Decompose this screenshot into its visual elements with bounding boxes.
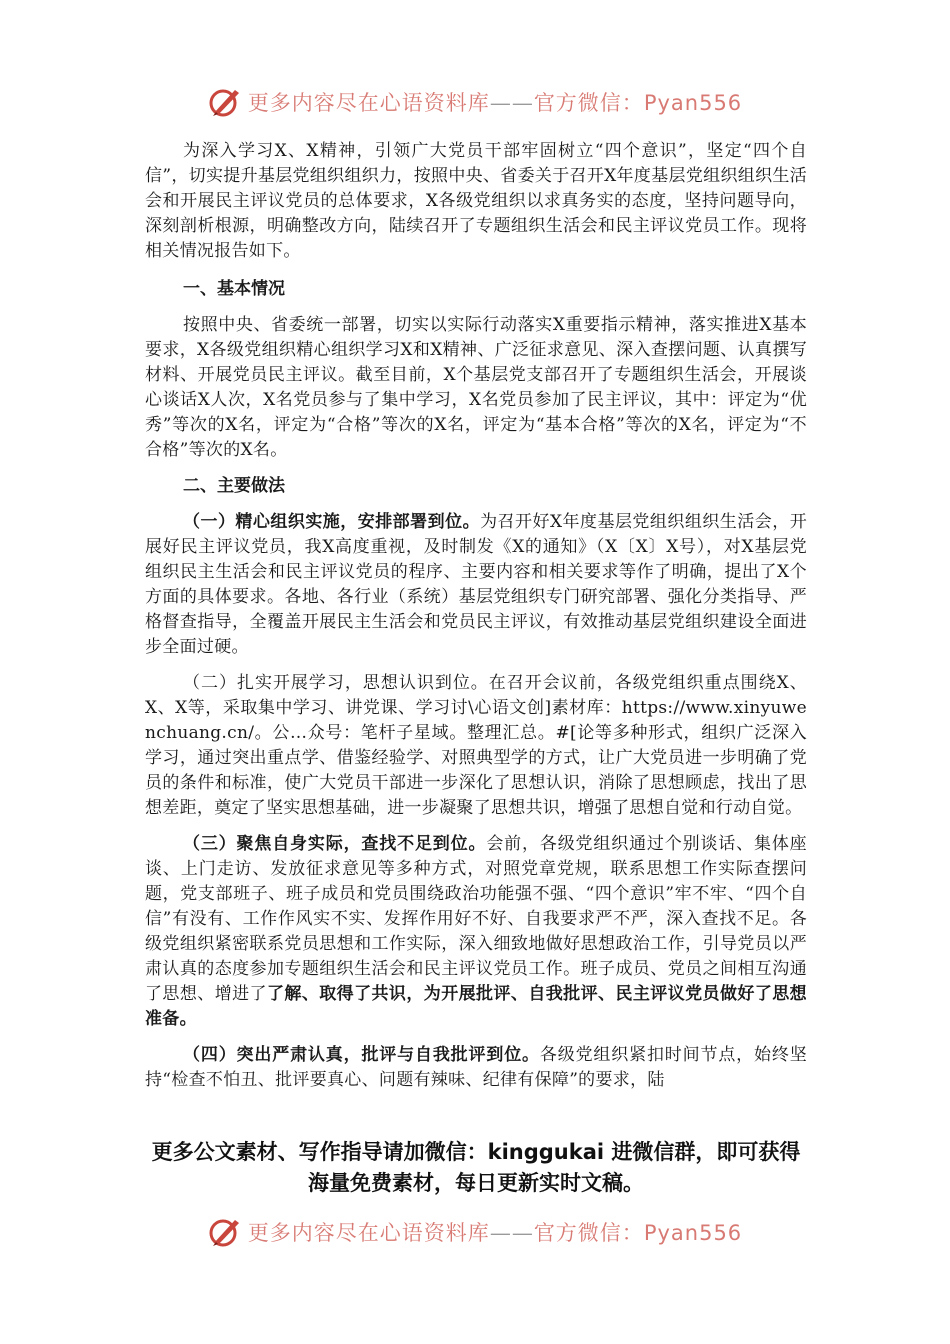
banner-text bbox=[248, 1217, 742, 1247]
promo-text: 更多公文素材、写作指导请加微信：kinggukai 进微信群，即可获得海量免费素材，每日更新实时文稿。 bbox=[151, 1140, 801, 1195]
pen-logo-icon bbox=[208, 1215, 242, 1249]
banner-text bbox=[248, 87, 742, 117]
section-1-heading: 一、基本情况 bbox=[183, 279, 285, 299]
intro-paragraph: 为深入学习X、X精神，引领广大党员干部牢固树立“四个意识”，坚定“四个自信”，切实提升基层党组织组织力，按照中央、省委关于召开X年度基层党组织组织生活会和开展民主评议党员的总体要求，X各级党组织以求真务实的态度，坚持问题导向，深刻剖析根源，明确整改方向，陆续召开了专题组织生活会和民主评议党员工作。现将相关情况报告如下。 bbox=[145, 141, 807, 261]
banner-handle: Pyan556 bbox=[643, 91, 743, 115]
banner-suffix: 官方微信： bbox=[533, 1221, 644, 1245]
item-3-text: 会前，各级党组织通过个别谈话、集体座谈、上门走访、发放征求意见等多种方式，对照党章党规，联系思想工作实际查摆问题，党支部班子、班子成员和党员围绕政治功能强不强、“四个意识”牢不牢、“四个自信”有没有、工作作风实不实、发挥作用好不好、自我要求严不严，深入查找不足。各级党组织紧密联系党员思想和工作实际，深入细致地做好思想政治工作，引导党员以严肃认真的态度参加专题组织生活会和民主评议党员工作。班子成员、党员之间相互沟通了思想、增进了 bbox=[145, 834, 807, 1004]
item-3-bold-tail: 了解、取得了共识，为开展批评、自我批评、民主评议党员做好了思想准备。 bbox=[145, 984, 807, 1029]
item-1-text: 为召开好X年度基层党组织组织生活会，开展好民主评议党员，我X高度重视，及时制发《X的通知》（X〔X〕X号），对X基层党组织民主生活会和民主评议党员的程序、主要内容和相关要求等作了明确，提出了X个方面的具体要求。各地、各行业（系统）基层党组织专门研究部署、强化分类指导、严格督查指导，全覆盖开展民主生活会和党员民主评议，有效推动基层党组织建设全面进步全面过硬。 bbox=[145, 512, 807, 657]
banner-suffix: 官方微信： bbox=[533, 91, 644, 115]
header-banner bbox=[0, 80, 950, 124]
section-1-paragraph: 按照中央、省委统一部署，切实以实际行动落实X重要指示精神，落实推进X基本要求，X各级党组织精心组织学习X和X精神、广泛征求意见、深入查摆问题、认真撰写材料、开展党员民主评议。截至目前，X个基层党支部召开了专题组织生活会，开展谈心谈话X人次，X名党员参与了集中学习，X名党员参加了民主评议，其中：评定为“优秀”等次的X名，评定为“合格”等次的X名，评定为“基本合格”等次的X名，评定为“不合格”等次的X名。 bbox=[145, 315, 807, 460]
pen-logo-icon bbox=[208, 85, 242, 119]
item-4-title: （四）突出严肃认真，批评与自我批评到位。 bbox=[183, 1045, 540, 1065]
item-1-paragraph bbox=[145, 510, 807, 660]
item-4-paragraph bbox=[145, 1043, 807, 1093]
banner-dash: —— bbox=[489, 1221, 534, 1245]
banner-title: 更多内容尽在心语资料库 bbox=[247, 91, 490, 115]
item-3-paragraph bbox=[145, 832, 807, 1032]
item-3-title: （三）聚焦自身实际，查找不足到位。 bbox=[183, 834, 487, 854]
item-1-title: （一）精心组织实施，安排部署到位。 bbox=[183, 512, 481, 532]
banner-dash: —— bbox=[489, 91, 534, 115]
item-2-paragraph: （二）扎实开展学习，思想认识到位。在召开会议前，各级党组织重点围绕X、X、X等，采取集中学习、讲党课、学习讨\心语文创]素材库：https://www.xinyuwenchuang.cn/。公…众号：笔杆子星域。整理汇总。#[论等多种形式，组织广泛深入学习，通过突出重点学、借鉴经验学、对照典型学的方式，让广大党员进一步明确了党员的条件和标准，使广大党员干部进一步深化了思想认识，消除了思想顾虑，找出了思想差距，奠定了坚实思想基础，进一步凝聚了思想共识，增强了思想自觉和行动自觉。 bbox=[145, 673, 807, 818]
banner-handle: Pyan556 bbox=[643, 1221, 743, 1245]
item-4-text: 各级党组织紧扣时间节点，始终坚持“检查不怕丑、批评要真心、问题有辣味、纪律有保障”的要求，陆 bbox=[145, 1045, 808, 1090]
banner-title: 更多内容尽在心语资料库 bbox=[247, 1221, 490, 1245]
document-body bbox=[145, 139, 807, 1093]
footer-banner bbox=[0, 1210, 950, 1254]
section-2-heading: 二、主要做法 bbox=[183, 476, 285, 496]
